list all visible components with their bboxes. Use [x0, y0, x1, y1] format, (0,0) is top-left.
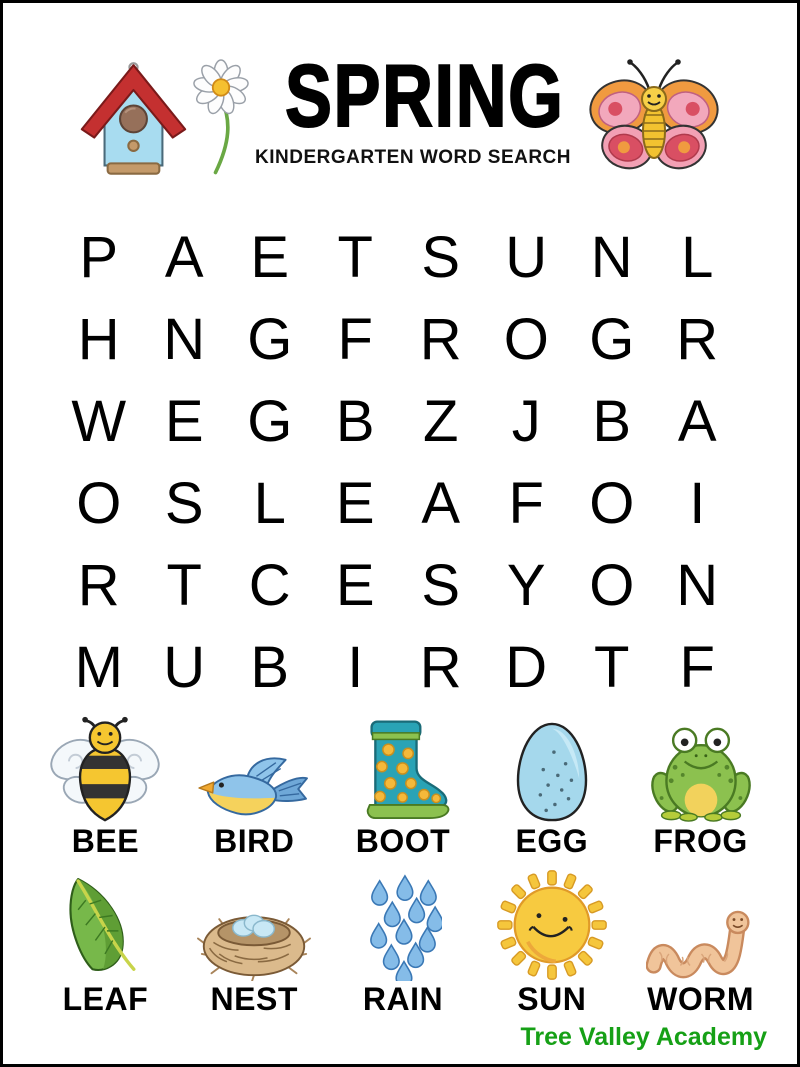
- grid-letter-r2c2: N: [163, 306, 206, 372]
- word-label: RAIN: [362, 981, 444, 1017]
- grid-letter-r2c6: O: [503, 306, 549, 372]
- word-label: WORM: [647, 981, 755, 1017]
- frog-icon: [648, 711, 754, 823]
- grid-letter-r3c1: W: [71, 388, 127, 454]
- grid-letter-r1c4: T: [337, 224, 373, 290]
- grid-letter-r4c3: L: [253, 470, 286, 536]
- grid-letter-r5c6: Y: [506, 552, 546, 618]
- rain-icon: [364, 869, 442, 981]
- nest-icon: [196, 869, 312, 981]
- grid-letter-r3c4: B: [335, 388, 375, 454]
- grid-letter-r3c2: E: [164, 388, 204, 454]
- grid-letter-r6c6: D: [505, 634, 548, 700]
- grid-letter-r2c3: G: [247, 306, 293, 372]
- grid-letter-r6c2: U: [163, 634, 206, 700]
- grid-letter-r3c6: J: [511, 388, 541, 454]
- grid-letter-r2c4: F: [337, 306, 373, 372]
- grid-letter-r3c8: A: [677, 388, 717, 454]
- word-item-rain: [329, 867, 478, 1017]
- word-label: NEST: [210, 981, 298, 1017]
- grid-letter-r3c3: G: [247, 388, 293, 454]
- grid-letter-r2c1: H: [77, 306, 120, 372]
- title-block: [253, 46, 573, 169]
- grid-letter-r4c7: O: [589, 470, 635, 536]
- word-item-bee: [31, 709, 180, 859]
- grid-letter-r5c7: O: [589, 552, 635, 618]
- grid-letter-r4c6: F: [508, 470, 544, 536]
- boot-icon: [351, 711, 454, 823]
- word-list-row-1: [31, 709, 775, 859]
- grid-letter-r6c1: M: [74, 634, 123, 700]
- worm-icon: [646, 869, 756, 981]
- bird-icon: [198, 711, 310, 823]
- grid-letter-r5c2: T: [166, 552, 202, 618]
- grid-letter-r4c8: I: [689, 470, 706, 536]
- word-item-worm: [626, 867, 775, 1017]
- bee-icon: [48, 711, 162, 823]
- word-label: EGG: [515, 823, 589, 859]
- word-item-leaf: [31, 867, 180, 1017]
- grid-letter-r5c5: S: [421, 552, 461, 618]
- grid-letter-r5c1: R: [77, 552, 120, 618]
- grid-letter-r1c6: U: [505, 224, 548, 290]
- grid-letter-r1c8: L: [681, 224, 714, 290]
- grid-letter-r6c4: I: [347, 634, 364, 700]
- grid-letter-r2c7: G: [589, 306, 635, 372]
- butterfly-icon: [589, 55, 719, 175]
- word-item-sun: [477, 867, 626, 1017]
- sun-icon: [496, 869, 608, 981]
- grid-letter-r3c5: Z: [423, 388, 459, 454]
- grid-letter-r2c5: R: [419, 306, 462, 372]
- grid-letter-r4c1: O: [76, 470, 122, 536]
- grid-letter-r1c7: N: [590, 224, 633, 290]
- grid-letter-r6c8: F: [679, 634, 715, 700]
- word-label: BIRD: [214, 823, 295, 859]
- birdhouse-icon: [79, 59, 189, 183]
- word-label: SUN: [517, 981, 587, 1017]
- grid-letter-r1c2: A: [164, 224, 204, 290]
- grid-letter-r2c8: R: [676, 306, 719, 372]
- grid-letter-r6c7: T: [594, 634, 630, 700]
- grid-letter-r6c5: R: [419, 634, 462, 700]
- grid-letter-r4c2: S: [164, 470, 204, 536]
- grid-letter-r5c8: N: [676, 552, 719, 618]
- page-title: SPRING: [285, 46, 565, 145]
- grid-letter-r1c5: S: [421, 224, 461, 290]
- word-item-boot: [329, 709, 478, 859]
- word-label: LEAF: [62, 981, 149, 1017]
- grid-letter-r4c4: E: [335, 470, 375, 536]
- grid-letter-r5c4: E: [335, 552, 375, 618]
- word-label: FROG: [653, 823, 748, 859]
- word-label: BEE: [71, 823, 140, 859]
- word-item-nest: [180, 867, 329, 1017]
- word-item-egg: [477, 709, 626, 859]
- footer-credit: Tree Valley Academy: [520, 1023, 767, 1051]
- grid-letter-r6c3: B: [250, 634, 290, 700]
- word-item-bird: [180, 709, 329, 859]
- grid-letter-r1c1: P: [79, 224, 119, 290]
- page-subtitle: KINDERGARTEN WORD SEARCH: [255, 147, 571, 168]
- grid-letter-r4c5: A: [421, 470, 461, 536]
- word-list-row-2: [31, 867, 775, 1017]
- daisy-icon: [189, 57, 253, 181]
- grid-letter-r5c3: C: [248, 552, 291, 618]
- grid-letter-r3c7: B: [592, 388, 632, 454]
- letter-grid: [56, 216, 740, 708]
- leaf-icon: [57, 869, 153, 981]
- word-item-frog: [626, 709, 775, 859]
- word-label: BOOT: [355, 823, 451, 859]
- egg-icon: [513, 711, 591, 823]
- grid-letter-r1c3: E: [250, 224, 290, 290]
